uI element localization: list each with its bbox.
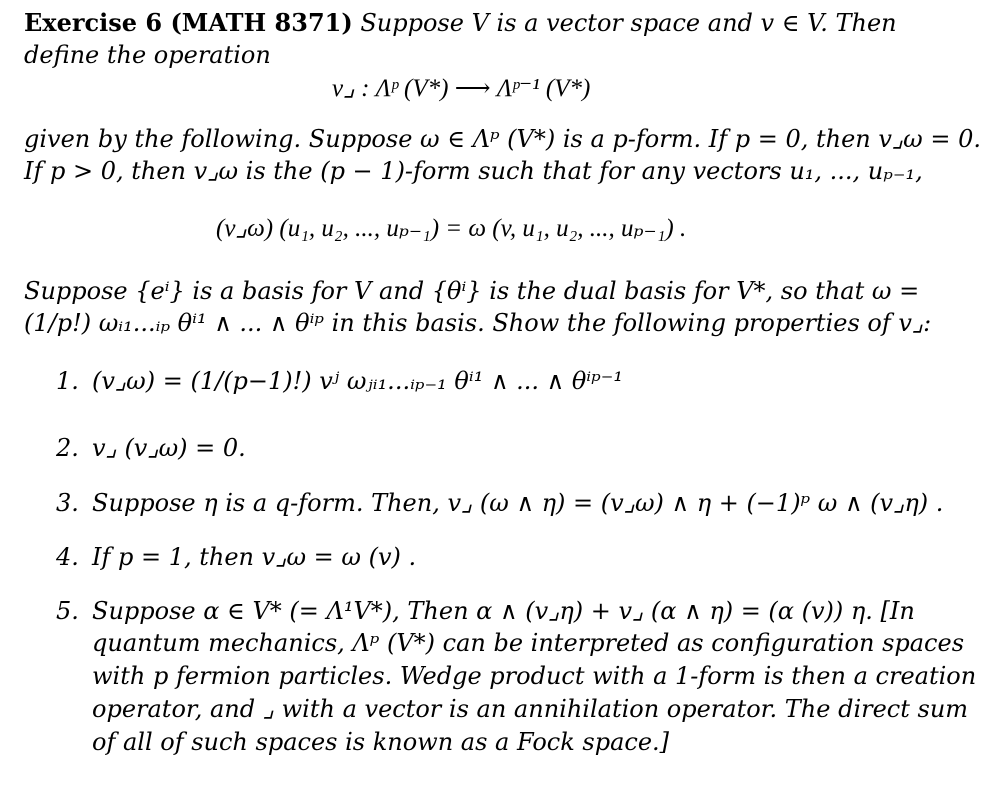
property-item-2 <box>56 433 246 463</box>
property-text: v⌟ (v⌟ω) = 0. <box>92 434 246 462</box>
property-text: If p = 1, then v⌟ω = ω (v) . <box>92 543 417 571</box>
definition-line-1: given by the following. Suppose ω ∈ Λᵖ (V*) is a p-form. If p = 0, then v⌟ω = 0. <box>24 125 981 153</box>
operation-definition: v⌟ : Λᵖ (V*) ⟶ Λᵖ⁻¹ (V*) <box>332 75 591 102</box>
property-5-continuation-3: operator, and ⌟ with a vector is an annihilation operator. The direct sum <box>92 695 969 723</box>
property-number: 5. <box>56 597 79 625</box>
property-number: 1. <box>56 367 79 395</box>
property-item-5 <box>56 596 915 626</box>
definition-line-2: If p > 0, then v⌟ω is the (p − 1)-form such that for any vectors u₁, ..., uₚ₋₁, <box>24 157 923 185</box>
property-5-continuation-1: quantum mechanics, Λᵖ (V*) can be interpreted as configuration spaces <box>92 629 965 657</box>
property-item-3 <box>56 488 943 518</box>
property-item-1 <box>56 366 623 396</box>
property-text: Suppose η is a q-form. Then, v⌟ (ω ∧ η) = (v⌟ω) ∧ η + (−1)ᵖ ω ∧ (v⌟η) . <box>92 489 944 517</box>
property-5-continuation-2: with p fermion particles. Wedge product with a 1-form is then a creation <box>92 662 977 690</box>
exercise-heading: Exercise 6 (MATH 8371) <box>24 8 353 37</box>
intro-line-1 <box>24 8 897 38</box>
property-text: (v⌟ω) = (1/(p−1)!) vʲ ωⱼᵢ₁...ᵢₚ₋₁ θⁱ¹ ∧ ... ∧ θⁱᵖ⁻¹ <box>92 367 624 395</box>
property-number: 4. <box>56 543 79 571</box>
definition-equation: (v⌟ω) (u₁, u₂, ..., uₚ₋₁) = ω (v, u₁, u₂, ..., uₚ₋₁) . <box>216 215 687 242</box>
basis-line-2: (1/p!) ωᵢ₁...ᵢₚ θⁱ¹ ∧ ... ∧ θⁱᵖ in this basis. Show the following properties of v⌟: <box>24 309 932 337</box>
property-number: 3. <box>56 489 79 517</box>
intro-text-1: Suppose V is a vector space and v ∈ V. Then <box>360 9 897 37</box>
property-text: Suppose α ∈ V* (= Λ¹V*), Then α ∧ (v⌟η) + v⌟ (α ∧ η) = (α (v)) η. [In <box>92 597 915 625</box>
property-number: 2. <box>56 434 79 462</box>
property-item-4 <box>56 542 416 572</box>
basis-line-1: Suppose {eⁱ} is a basis for V and {θⁱ} is the dual basis for V*, so that ω = <box>24 277 920 305</box>
property-5-continuation-4: of all of such spaces is known as a Fock space.] <box>92 728 670 756</box>
intro-line-2: define the operation <box>24 41 271 69</box>
